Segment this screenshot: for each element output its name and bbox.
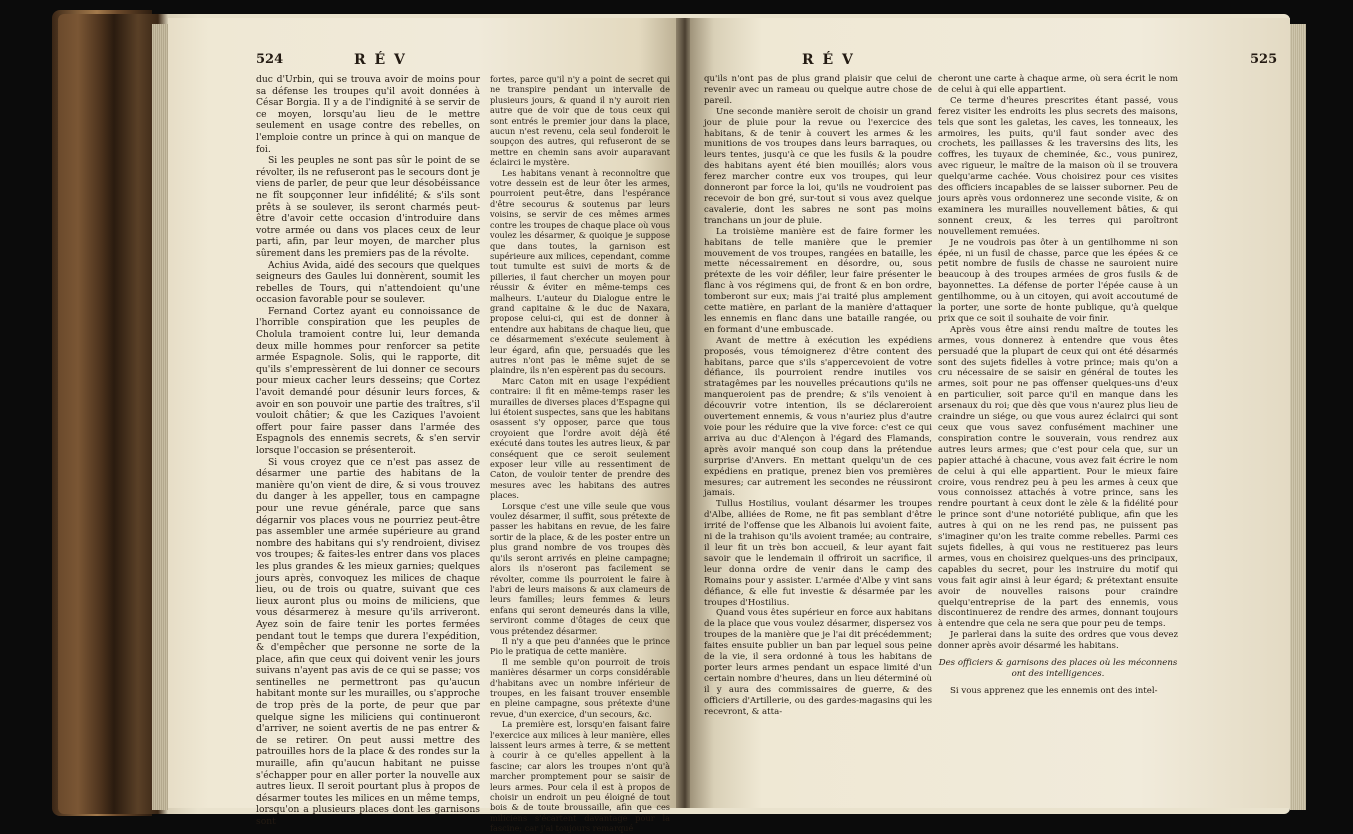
paragraph: Je ne voudrois pas ôter à un gentilhomme ni son épée, ni un fusil de chasse, parce que les épées & ce petit nombre de fusils de chasse ne sauroient nuire beaucoup à des troupes armées de gros fusils & de bayonnettes. La défense de porter l'épée cause à un gentilhomme, ou à un citoyen, qui avoit accoutumé de la porter, une sorte de honte publique, qu'à quelque prix que ce soit il souhaite de voir finir.: [938, 237, 1178, 324]
paragraph: Après vous être ainsi rendu maître de toutes les armes, vous donnerez à entendre que vous êtes persuadé que la plupart de ceux qui ont été désarmés sont des sujets fidelles à votre prince; mais qu'on a cru nécessaire de se saisir en général de toutes les armes, soit pour ne pas offenser quelques-uns d'eux en particulier, soit parce qu'il en manque dans les arsenaux du roi; que dès que vous n'aurez plus lieu de craindre un siége, ou que vous aurez éclairci qui sont ceux que vous savez confusément machiner une conspiration contre le souverain, vous rendrez aux autres leurs armes; que c'est pour cela que, sur un papier attaché à chacune, vous avez fait écrire le nom de celui à qui elle appartient. Pour le mieux faire croire, vous rendrez peu à peu les armes à ceux que vous connoissez attachés à votre prince, sans les rendre pourtant à ceux dont le zèle & la fidélité pour le prince sont d'une notoriété publique, afin que les autres à qui on ne les rend pas, ne puissent pas s'imaginer qu'on les traite comme rebelles. Parmi ces sujets fidelles, à qui vous ne restituerez pas leurs armes, vous en choisirez quelques-uns des principaux, capables du secret, pour les instruire du motif qui vous fait agir ainsi à leur égard; & prétextant ensuite avoir de nouvelles raisons pour craindre quelqu'entreprise de la part des ennemis, vous discontinuerez de rendre des armes, donnant toujours à entendre que cela ne sera que pour peu de temps.: [938, 324, 1178, 630]
paragraph: Lorsque c'est une ville seule que vous voulez désarmer, il suffit, sous prétexte de passer les habitans en revue, de les faire sortir de la place, & de les poster entre un plus grand nombre de vos troupes dès qu'ils seront arrivés en pleine campagne; alors ils n'oseront pas facilement se révolter, comme ils pourroient le faire à l'abri de leurs maisons & aux clameurs de leurs familles; leurs femmes & leurs enfans qui seront demeurés dans la ville, serviront comme d'ôtages de ceux que vous prétendez désarmer.: [490, 500, 670, 636]
paragraph: La première est, lorsqu'en faisant faire l'exercice aux milices à leur manière, elles laissent leurs armes à terre, & se mettent à courir à ce qu'elles appellent à la fascine; car alors les troupes n'ont qu'à marcher promptement pour se saisir de leurs armes. Pour cela il est à propos de choisir un endroit un peu éloigné de tout bois & de toute broussaille, afin que ces miliciens s'écartent davantage pour la fascine; car j'ai toujours remarqué: [490, 719, 670, 834]
right-page: [690, 18, 1290, 808]
right-column-2: [938, 74, 1178, 697]
paragraph: Tullus Hostilius, voulant désarmer les troupes d'Albe, alliées de Rome, ne fit pas semblant d'être irrité de l'offense que les Albanois lui avoient faite, ni de la trahison qu'ils avoient tramée; au contraire, il leur fit un très bon accueil, & leur ayant fait savoir que le lendemain il offriroit un sacrifice, il leur donna ordre de venir dans le camp des Romains pour y assister. L'armée d'Albe y vint sans défiance, & elle fut investie & désarmée par les troupes d'Hostilius.: [704, 499, 932, 608]
paragraph: Une seconde manière seroit de choisir un grand jour de pluie pour la revue ou l'exercice des habitans, & de tenir à couvert les armes & les munitions de vos troupes dans leurs barraques, ou leurs tentes, jusqu'à ce que les fusils & la poudre des habitans ayent été bien mouillés; alors vous ferez marcher contre eux vos troupes, qui leur donneront par force la loi, qu'ils ne voudroient pas recevoir de bon gré, sur-tout si vous avez quelque cavalerie, dont les sabres ne sont pas moins tranchans un jour de pluie.: [704, 106, 932, 226]
left-column-1: [256, 74, 480, 828]
paragraph: cheront une carte à chaque arme, où sera écrit le nom de celui à qui elle appartient.: [938, 74, 1178, 95]
paragraph: Ce terme d'heures prescrites étant passé, vous ferez visiter les endroits les plus secrets des maisons, tels que sont les galetas, les caves, les tonneaux, les armoires, les puits, qu'il faut sonder avec des crochets, les paillasses & les traversins des lits, les coffres, les tuyaux de cheminée, &c., vous punirez, avec rigueur, le maître de la maison où il se trouvera quelqu'arme cachée. Vous choisirez pour ces visites des officiers incapables de se laisser suborner. Peu de jours après vous ordonnerez une seconde visite, & on examinera les murailles nouvellement bâties, & qui sonnent creux, & les terres qui paroîtront nouvellement remuées.: [938, 95, 1178, 237]
paragraph: fortes, parce qu'il n'y a point de secret qui ne transpire pendant un intervalle de plusieurs jours, & quand il n'y auroit rien autre que de voir que de tous ceux qui sont entrés le premier jour dans la place, aucun n'est revenu, cela seul fonderoit le soupçon des autres, qui refuseront de se mettre en chemin sans avoir auparavant éclairci le mystère.: [490, 74, 670, 168]
page-number-left: 524: [256, 52, 284, 67]
paragraph: Avant de mettre à exécution les expédiens proposés, vous témoignerez d'être content des habitans, parce que s'ils s'appercevoient de votre défiance, ils pourroient rendre inutiles vos stratagêmes par les nouvelles précautions qu'ils ne manqueroient pas de prendre; & s'ils venoient à découvrir votre intention, ils se déclareroient ouvertement ennemis, & vous n'auriez plus d'autre voie pour les réduire que la vive force: c'est ce qui arriva au duc d'Alençon à l'égard des Flamands, après avoir manqué son coup dans la prétendue surprise d'Anvers. En mettant quelqu'un de ces expédiens en pratique, prenez bien vos premières mesures; car autrement les secondes ne réussiront jamais.: [704, 335, 932, 499]
left-column-2: [490, 74, 670, 834]
paragraph: Quand vous êtes supérieur en force aux habitans de la place que vous voulez désarmer, dispersez vos troupes de la manière que je l'ai dit précédemment; faites ensuite publier un ban par lequel sous peine de la vie, il sera ordonné à tous les habitans de porter leurs armes pendant un espace limité d'un certain nombre d'heures, dans un lieu déterminé où il y aura des commissaires de guerre, & des officiers d'Artillerie, ou des gardes-magasins qui les recevront, & atta-: [704, 608, 932, 717]
paragraph: Si vous croyez que ce n'est pas assez de désarmer une partie des habitans de la manière qu'on vient de dire, & si vous trouvez du danger à les appeller, tous en campagne pour une revue générale, parce que sans dégarnir vos places vous ne pourriez peut-être pas assembler une armée supérieure au grand nombre des habitans qui s'y rendroient, divisez vos troupes; & faites-les entrer dans vos places les plus grandes & les mieux garnies; quelques jours après, convoquez les milices de chaque lieu, ou de trois ou quatre, suivant que ces lieux auront plus ou moins de miliciens, que vous désarmerez à mesure qu'ils arriveront. Ayez soin de faire tenir les portes fermées pendant tout le temps que durera l'expédition, & d'empêcher que personne ne sorte de la place, afin que ceux qui doivent venir les jours suivans n'ayent pas avis de ce qui se passe; vos sentinelles ne permettront pas qu'aucun habitant monte sur les murailles, ou s'approche de trop près de la porte, de peur que par quelque signe les miliciens qui continueront d'arriver, ne soient avertis de ne pas entrer & de se retirer. On peut aussi mettre des patrouilles hors de la place & des rondes sur la muraille, afin qu'aucun habitant ne puisse s'échapper pour en aller porter la nouvelle aux autres lieux. Il seroit pourtant plus à propos de désarmer toutes les milices en un même temps, lorsqu'on a plusieurs places dont les garnisons sont: [256, 456, 480, 827]
left-page-edges: [152, 24, 168, 810]
paragraph: Les habitans venant à reconnoître que votre dessein est de leur ôter les armes, pourroient peut-être, dans l'espérance d'être secourus & soutenus par leurs voisins, se servir de ces mêmes armes contre les troupes de chaque place où vous voulez les désarmer, & quoique je suppose que dans toutes, la garnison est supérieure aux milices, cependant, comme tout tumulte est suivi de morts & de pilleries, il faut chercher un moyen pour réussir & éviter en même-temps ces malheurs. L'auteur du Dialogue entre le grand capitaine & le duc de Naxara, propose celui-ci, qui est de donner à entendre aux habitans de chaque lieu, que ce désarmement s'exécute seulement à leur égard, afin que, persuadés que les autres n'ont pas le même sujet de se plaindre, ils n'en espèrent pas du secours.: [490, 167, 671, 376]
paragraph: Il me semble qu'on pourroit de trois manières désarmer un corps considérable d'habitans avec un nombre inférieur de troupes, en les faisant trouver ensemble en pleine campagne, sous prétexte d'une revue, d'un exercice, d'un secours, &c.: [490, 656, 670, 719]
paragraph: Je parlerai dans la suite des ordres que vous devez donner après avoir désarmé les habitans.: [938, 630, 1178, 652]
paragraph: Marc Caton mit en usage l'expédient contraire: il fit en même-temps raser les murailles de diverses places d'Espagne qui lui étoient suspectes, sans que les habitans osassent s'y opposer, parce que tous croyoient que l'ordre avoit déjà été exécuté dans toutes les autres lieux, & par conséquent que ce seroit seulement exposer leur ville au ressentiment de Caton, de vouloir tenter de prendre des mesures avec les habitans des autres places.: [490, 375, 670, 501]
paragraph: Achius Avida, aidé des secours que quelques seigneurs des Gaules lui donnèrent, soumit les rebelles de Tours, qui n'attendoient qu'une occasion favorable pour se soulever.: [256, 259, 480, 306]
paragraph: qu'ils n'ont pas de plus grand plaisir que celui de revenir avec un rameau ou quelque autre chose de pareil.: [704, 74, 932, 106]
paragraph: Si vous apprenez que les ennemis ont des intel-: [950, 685, 1158, 696]
paragraph: Fernand Cortez ayant eu connoissance de l'horrible conspiration que les peuples de Cholula tramoient contre lui, leur demanda deux mille hommes pour renforcer sa petite armée Espagnole. Solis, qui le rapporte, dit qu'ils s'empressèrent de lui donner ce secours pour mieux cacher leurs desseins; que Cortez l'avoit demandé pour désunir leurs forces, & avoir en son pouvoir une partie des traîtres, s'il vouloit châtier; & que les Caziques l'avoient offert pour faire passer dans l'armée des Espagnols des ennemis secrets, & s'en servir lorsque l'occasion se présenteroit.: [256, 305, 480, 456]
running-head-right: R É V: [802, 52, 855, 68]
section-subheading: Des officiers & garnisons des places où les méconnens ont des intelligences.: [938, 658, 1178, 679]
running-head-left: R É V: [354, 52, 407, 68]
paragraph: La troisième manière est de faire former les habitans de telle manière que le premier mouvement de vos troupes, rangées en bataille, les mette nécessairement en désordre, ou, sous prétexte de les voir défiler, leur faire présenter le flanc à vos régimens qui, de front & en bon ordre, tomberont sur eux; mais j'ai traité plus amplement cette matière, en parlant de la manière d'attaquer les ennemis en flanc dans une bataille rangée, ou en formant d'une embuscade.: [704, 226, 932, 335]
paragraph: Il n'y a que peu d'années que le prince Pio le pratiqua de cette manière.: [490, 635, 670, 657]
right-page-edges: [1290, 24, 1306, 810]
right-column-1: [704, 74, 932, 717]
paragraph: duc d'Urbin, qui se trouva avoir de moins pour sa défense les troupes qu'il avoit données à César Borgia. Il y a de l'indignité à se servir de ce moyen, lorsqu'au lieu de le mettre seulement en usage contre des rebelles, on l'emploie contre un prince à qui on manque de foi.: [256, 74, 480, 155]
left-page: [168, 18, 680, 834]
paragraph: Si les peuples ne sont pas sûr le point de se révolter, ils ne refuseront pas le secours dont je viens de parler, de peur que leur désobéissance ne fît soupçonner leur infidélité; & s'ils sont prêts à se soulever, ils seront charmés peut-être d'avoir cette occasion d'introduire dans votre armée ou dans vos places ceux de leur parti, afin, par leur moyen, de marcher plus sûrement dans les premiers pas de la révolte.: [256, 155, 480, 259]
page-number-right: 525: [1250, 52, 1278, 67]
